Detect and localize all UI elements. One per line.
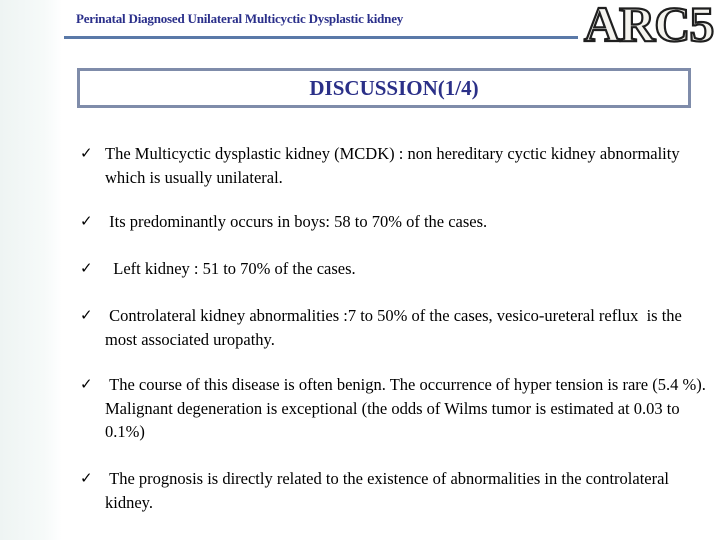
- bullet-text: The course of this disease is often benign. The occurrence of hyper tension is rare (5.4 %). Malignant degeneration is exceptional (the odds of Wilms tumor is estimated at 0.03 to 0.1%): [105, 375, 710, 441]
- check-icon: ✓: [80, 469, 93, 487]
- bullet-item: [80, 142, 712, 189]
- bullet-text: Controlateral kidney abnormalities :7 to 50% of the cases, vesico-ureteral reflux is the most associated uropathy.: [105, 306, 686, 349]
- logo-text: ARC5: [584, 0, 714, 52]
- check-icon: ✓: [80, 306, 93, 324]
- check-icon: ✓: [80, 144, 93, 162]
- check-icon: ✓: [80, 259, 93, 277]
- bullet-item: [80, 373, 712, 444]
- bullet-item: [80, 304, 712, 351]
- bullet-item: [80, 467, 712, 514]
- bullet-text: The prognosis is directly related to the existence of abnormalities in the controlateral kidney.: [105, 469, 674, 512]
- check-icon: ✓: [80, 212, 93, 230]
- check-icon: ✓: [80, 375, 93, 393]
- header-title: Perinatal Diagnosed Unilateral Multicyctic Dysplastic kidney: [76, 11, 404, 26]
- bullet-text: The Multicyctic dysplastic kidney (MCDK) : non hereditary cyctic kidney abnormality which is usually unilateral.: [105, 144, 684, 187]
- bullet-text: Its predominantly occurs in boys: 58 to 70% of the cases.: [105, 212, 488, 231]
- bullet-item: [80, 210, 712, 234]
- bullet-item: [80, 257, 712, 281]
- slide-title: DISCUSSION(1/4): [309, 75, 479, 100]
- bullet-text: Left kidney : 51 to 70% of the cases.: [105, 259, 356, 278]
